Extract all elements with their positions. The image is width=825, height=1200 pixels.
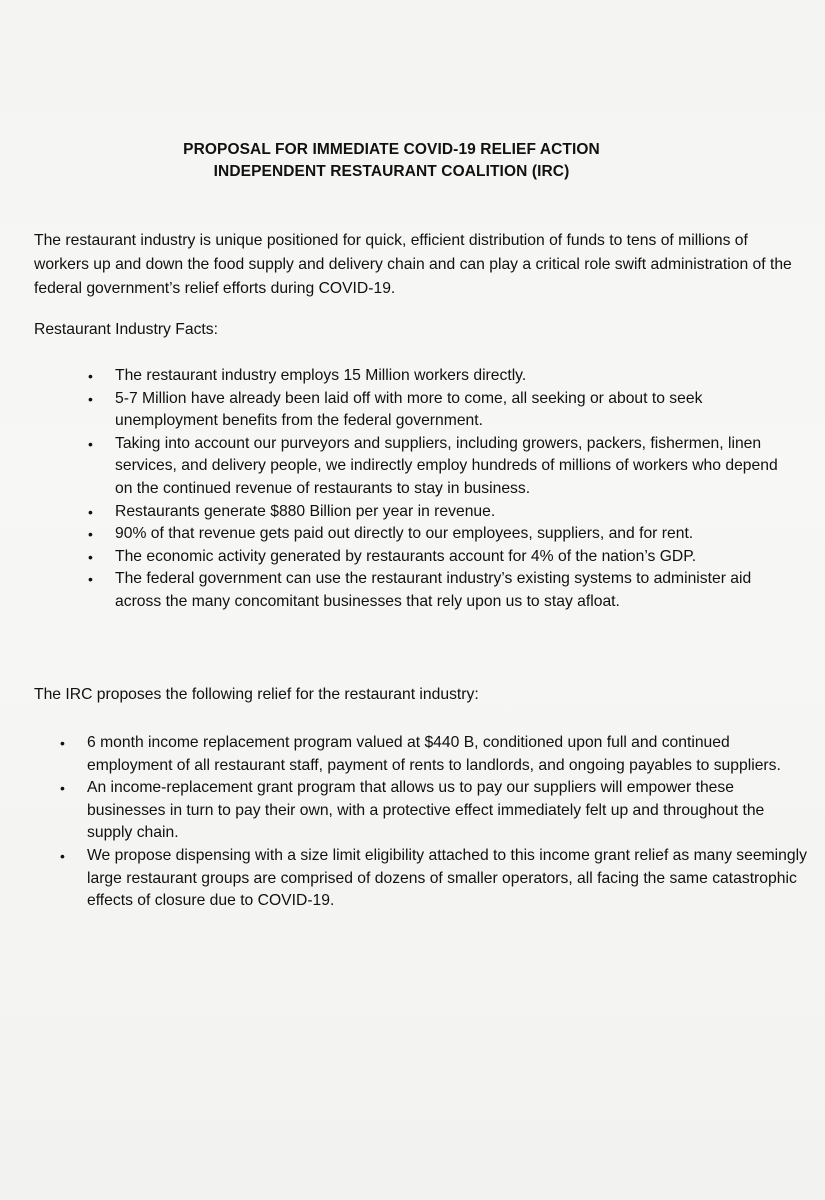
proposal-text: An income-replacement grant program that allows us to pay our suppliers will empower these businesses in turn to pay their own, with a protective effect immediately felt up and throughout the supply chain.: [87, 779, 765, 842]
fact-text: Taking into account our purveyors and suppliers, including growers, packers, fishermen, linen services, and delivery people, we indirectly employ hundreds of millions of workers who depend on the continued revenue of restaurants to stay in business.: [115, 434, 778, 497]
bullet-icon: •: [88, 548, 93, 565]
bullet-icon: •: [88, 571, 93, 588]
proposal-item: [58, 777, 808, 845]
fact-text: Restaurants generate $880 Billion per year in revenue.: [115, 502, 496, 520]
proposals-list: [58, 732, 808, 913]
bullet-icon: •: [88, 503, 93, 520]
bullet-icon: •: [88, 390, 93, 407]
fact-text: The economic activity generated by restaurants account for 4% of the nation’s GDP.: [115, 547, 697, 565]
bullet-icon: •: [88, 368, 93, 384]
proposals-label: The IRC proposes the following relief for the restaurant industry:: [34, 686, 479, 703]
proposal-text: We propose dispensing with a size limit eligibility attached to this income grant relief as many seemingly large restaurant groups are comprised of dozens of smaller operators, all facing the same catastrophic effects of closure due to COVID-19.: [87, 846, 807, 910]
bullet-icon: •: [60, 735, 65, 751]
fact-text: The federal government can use the restaurant industry’s existing systems to administer aid across the many concomitant businesses that rely upon us to stay afloat.: [115, 570, 752, 610]
document-title: PROPOSAL FOR IMMEDIATE COVID-19 RELIEF ACTION: [183, 141, 600, 158]
fact-item: [86, 365, 796, 388]
fact-item: [86, 568, 796, 613]
bullet-icon: •: [88, 526, 93, 543]
proposal-item: [58, 732, 808, 777]
fact-item: [86, 433, 796, 501]
proposal-item: [58, 845, 808, 913]
fact-item: [86, 523, 796, 546]
document-subtitle: INDEPENDENT RESTAURANT COALITION (IRC): [213, 163, 570, 180]
intro-paragraph: The restaurant industry is unique positioned for quick, efficient distribution of funds to tens of millions of workers up and down the food supply and delivery chain and can play a critical role swift administration of the federal government’s relief efforts during COVID-19.: [34, 232, 792, 297]
fact-item: [86, 501, 796, 524]
bullet-icon: •: [88, 435, 93, 452]
fact-text: The restaurant industry employs 15 Million workers directly.: [115, 367, 527, 384]
fact-text: 90% of that revenue gets paid out directly to our employees, suppliers, and for rent.: [115, 525, 694, 543]
fact-item: [86, 546, 796, 569]
facts-list: [86, 365, 796, 614]
facts-label: Restaurant Industry Facts:: [34, 321, 218, 338]
bullet-icon: •: [60, 847, 65, 864]
fact-item: [86, 388, 796, 433]
proposal-text: 6 month income replacement program valued at $440 B, conditioned upon full and continued employment of all restaurant staff, payment of rents to landlords, and ongoing payables to suppliers.: [87, 734, 781, 774]
fact-text: 5-7 Million have already been laid off with more to come, all seeking or about to seek unemployment benefits from the federal government.: [115, 389, 703, 430]
bullet-icon: •: [60, 780, 65, 797]
